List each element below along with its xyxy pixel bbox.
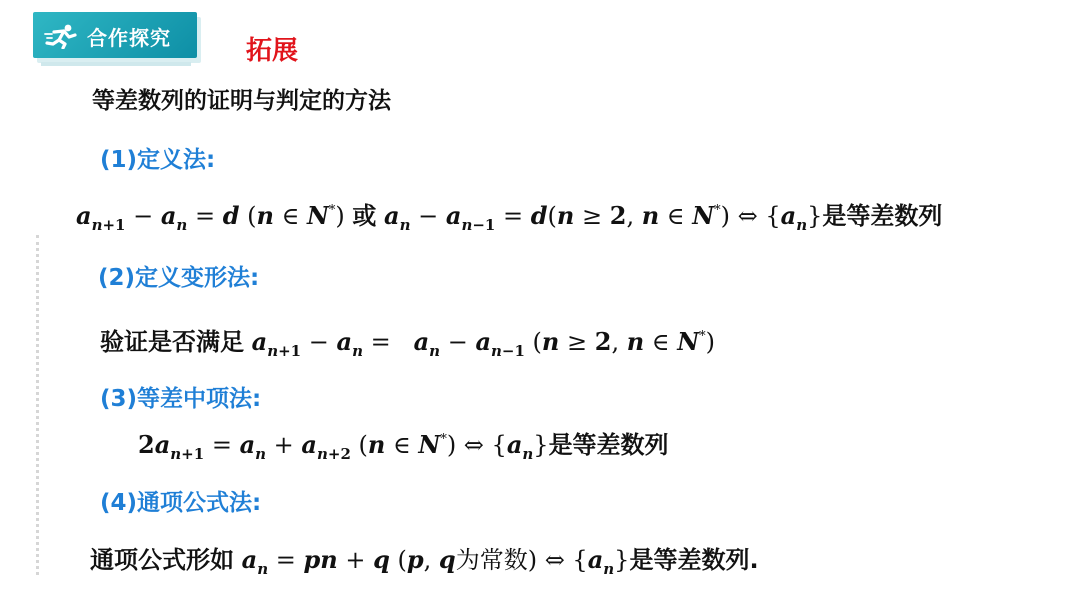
method-2-label: (2)定义变形法:	[98, 265, 260, 291]
method-2-formula: 验证是否满足 $a_{n+1} - a_n = a_n - a_{n-1}$ (n ≥ 2, n ∈ N*)	[100, 327, 716, 360]
method-1-label: (1)定义法:	[100, 147, 216, 173]
section-badge	[33, 12, 197, 58]
method-3-conclusion: 是等差数列	[548, 431, 669, 459]
badge-underline	[41, 62, 191, 66]
runner-icon	[44, 23, 78, 49]
page-title: 等差数列的证明与判定的方法	[92, 88, 391, 114]
method-2-prefix: 验证是否满足	[100, 328, 244, 356]
extend-label: 拓展	[246, 36, 299, 66]
constant-note: 为常数	[455, 546, 528, 574]
method-4-conclusion: 是等差数列.	[629, 546, 759, 574]
method-4-prefix: 通项公式形如	[90, 546, 234, 574]
method-4-label: (4)通项公式法:	[100, 490, 262, 516]
badge-label: 合作探究	[87, 26, 171, 50]
connector-text: 或	[352, 202, 377, 230]
method-4-formula: 通项公式形如 $a_n$ = pn + q (p, q为常数) ⇔ $\{a_n\}$是等差数列.	[90, 545, 759, 578]
method-1-conclusion: 是等差数列	[822, 202, 943, 230]
method-3-label: (3)等差中项法:	[100, 386, 262, 412]
method-3-formula: $2a_{n+1} = a_n + a_{n+2}$ (n ∈ N*) ⇔ $\{a_n\}$是等差数列	[138, 430, 669, 463]
method-1-formula: $a_{n+1} - a_n = d$ (n ∈ N*) 或 $a_n - a_{n-1} = d(n \ge 2$, n ∈ N*) ⇔ $\{a_n\}$是等差数列	[76, 201, 943, 234]
dotted-divider	[36, 235, 39, 575]
